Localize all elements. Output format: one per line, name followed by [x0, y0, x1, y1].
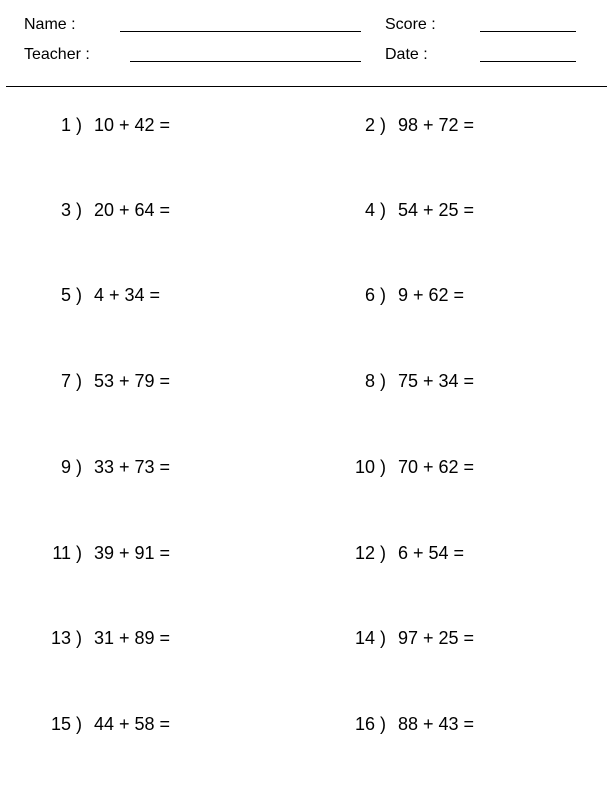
problem-expression: 39 + 91 = — [94, 543, 171, 563]
problem-number: 2 ) — [364, 115, 386, 135]
problem-expression: 4 + 34 = — [94, 285, 161, 305]
problem-expression: 10 + 42 = — [94, 115, 171, 135]
problem-2 — [0, 115, 612, 135]
problem-number: 3 ) — [60, 200, 82, 220]
problem-number: 6 ) — [364, 285, 386, 305]
problem-number: 14 ) — [354, 628, 386, 648]
problem-expression: 20 + 64 = — [94, 200, 171, 220]
problem-number: 15 ) — [50, 714, 82, 734]
score-blank[interactable] — [480, 31, 576, 32]
problem-expression: 88 + 43 = — [398, 714, 475, 734]
problem-number: 9 ) — [60, 457, 82, 477]
problem-number: 12 ) — [354, 543, 386, 563]
problem-number: 1 ) — [60, 115, 82, 135]
problem-expression: 6 + 54 = — [398, 543, 465, 563]
name-label: Name : — [24, 16, 76, 33]
score-label: Score : — [385, 16, 436, 33]
problem-expression: 33 + 73 = — [94, 457, 171, 477]
problem-10 — [0, 457, 612, 477]
teacher-label: Teacher : — [24, 46, 90, 63]
problem-number: 11 ) — [52, 543, 82, 563]
problem-6 — [0, 285, 612, 305]
problem-14 — [0, 628, 612, 648]
problem-number: 13 ) — [50, 628, 82, 648]
problem-expression: 44 + 58 = — [94, 714, 171, 734]
date-blank[interactable] — [480, 61, 576, 62]
problem-12 — [0, 543, 612, 563]
problem-number: 5 ) — [60, 285, 82, 305]
problem-expression: 75 + 34 = — [398, 371, 475, 391]
header-divider — [6, 86, 607, 87]
teacher-blank[interactable] — [130, 61, 361, 62]
problem-number: 10 ) — [354, 457, 386, 477]
problem-expression: 9 + 62 = — [398, 285, 465, 305]
problem-8 — [0, 371, 612, 391]
problem-expression: 97 + 25 = — [398, 628, 475, 648]
problem-number: 16 ) — [354, 714, 386, 734]
date-label: Date : — [385, 46, 428, 63]
problem-number: 7 ) — [60, 371, 82, 391]
problem-number: 8 ) — [364, 371, 386, 391]
name-blank[interactable] — [120, 31, 361, 32]
problem-4 — [0, 200, 612, 220]
problem-expression: 70 + 62 = — [398, 457, 475, 477]
problem-expression: 31 + 89 = — [94, 628, 171, 648]
problem-number: 4 ) — [364, 200, 386, 220]
problem-expression: 98 + 72 = — [398, 115, 475, 135]
problem-16 — [0, 714, 612, 734]
problem-expression: 54 + 25 = — [398, 200, 475, 220]
problem-expression: 53 + 79 = — [94, 371, 171, 391]
